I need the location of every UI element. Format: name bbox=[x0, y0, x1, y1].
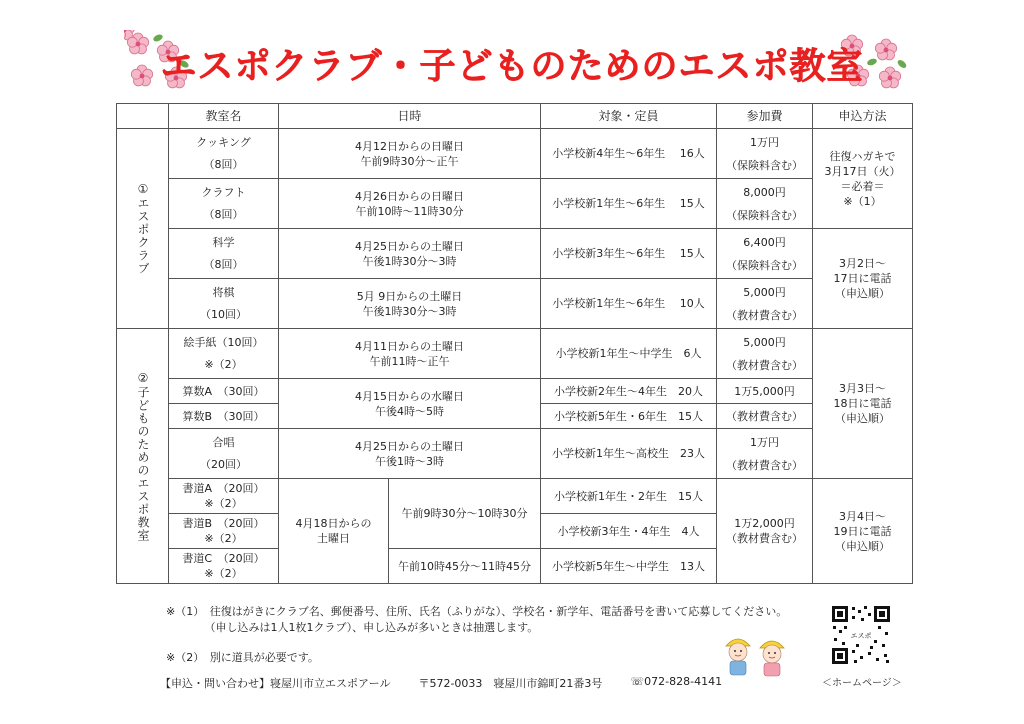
class-name-cell: 算数A （30回） bbox=[169, 379, 279, 404]
datetime-cell: 5月 9日からの土曜日 午後1時30分～3時 bbox=[279, 279, 541, 329]
table-row bbox=[117, 229, 913, 279]
target-cell: 小学校新4年生～6年生 16人 bbox=[541, 129, 717, 179]
children-illustration bbox=[718, 628, 794, 680]
datetime-cell: 4月25日からの土曜日 午後1時～3時 bbox=[279, 429, 541, 479]
datetime-cell: 4月15日からの水曜日 午後4時～5時 bbox=[279, 379, 541, 429]
header-class-name: 教室名 bbox=[169, 104, 279, 129]
target-cell: 小学校新1年生～6年生 10人 bbox=[541, 279, 717, 329]
fee-cell: （教材費含む） bbox=[717, 404, 813, 429]
footnote-2: ※（2） 別に道具が必要です。 bbox=[166, 651, 319, 664]
page-title: エスポクラブ・子どものためのエスポ教室 bbox=[160, 46, 864, 87]
header-datetime: 日時 bbox=[279, 104, 541, 129]
shodo-time-ab-cell: 午前9時30分～10時30分 bbox=[389, 479, 541, 549]
table-row bbox=[117, 329, 913, 379]
fee-cell: 1万2,000円 （教材費含む） bbox=[717, 479, 813, 584]
target-cell: 小学校新2年生～4年生 20人 bbox=[541, 379, 717, 404]
target-cell: 小学校新3年生～6年生 15人 bbox=[541, 229, 717, 279]
footnote-1: ※（1） 往復はがきにクラブ名、郵便番号、住所、氏名（ふりがな）、学校名・新学年、電話番号を書いて応募してください。 bbox=[166, 605, 788, 618]
header-target: 対象・定員 bbox=[541, 104, 717, 129]
class-name-cell: 書道A （20回） ※（2） bbox=[169, 479, 279, 514]
class-name-cell: 書道B （20回） ※（2） bbox=[169, 514, 279, 549]
target-cell: 小学校新3年生・4年生 4人 bbox=[541, 514, 717, 549]
fee-cell: 1万5,000円 bbox=[717, 379, 813, 404]
contact-label: 【申込・問い合わせ】寝屋川市立エスポアール bbox=[160, 677, 391, 690]
group-label-kids-class: ②子どものためのエスポ教室 bbox=[117, 329, 169, 584]
fee-cell: 1万円 （保険料含む） bbox=[717, 129, 813, 179]
apply-cell: 3月4日～ 19日に電話 （申込順） bbox=[813, 479, 913, 584]
footnotes bbox=[166, 604, 787, 666]
header-group bbox=[117, 104, 169, 129]
target-cell: 小学校新1年生～中学生 6人 bbox=[541, 329, 717, 379]
fee-cell: 5,000円 （教材費含む） bbox=[717, 329, 813, 379]
qr-code[interactable] bbox=[830, 604, 892, 666]
datetime-cell: 4月11日からの土曜日 午前11時～正午 bbox=[279, 329, 541, 379]
schedule-table bbox=[116, 103, 913, 584]
shodo-time-c-cell: 午前10時45分～11時45分 bbox=[389, 549, 541, 584]
class-name-cell: 書道C （20回） ※（2） bbox=[169, 549, 279, 584]
fee-cell: 6,400円 （保険料含む） bbox=[717, 229, 813, 279]
datetime-cell: 4月25日からの土曜日 午後1時30分～3時 bbox=[279, 229, 541, 279]
class-name-cell: クッキング （8回） bbox=[169, 129, 279, 179]
table-row bbox=[117, 179, 913, 229]
class-name-cell: クラフト （8回） bbox=[169, 179, 279, 229]
table-row bbox=[117, 379, 913, 404]
datetime-cell: 4月26日からの日曜日 午前10時～11時30分 bbox=[279, 179, 541, 229]
qr-center-text: エスポ bbox=[850, 632, 872, 640]
fee-cell: 1万円 （教材費含む） bbox=[717, 429, 813, 479]
datetime-cell: 4月12日からの日曜日 午前9時30分～正午 bbox=[279, 129, 541, 179]
target-cell: 小学校新1年生・2年生 15人 bbox=[541, 479, 717, 514]
fee-cell: 8,000円 （保険料含む） bbox=[717, 179, 813, 229]
qr-caption: ＜ホームページ＞ bbox=[822, 678, 902, 689]
apply-cell: 往復ハガキで 3月17日（火） ＝必着＝ ※（1） bbox=[813, 129, 913, 229]
class-name-cell: 絵手紙（10回） ※（2） bbox=[169, 329, 279, 379]
table-row bbox=[117, 279, 913, 329]
target-cell: 小学校新5年生～中学生 13人 bbox=[541, 549, 717, 584]
apply-cell: 3月2日～ 17日に電話 （申込順） bbox=[813, 229, 913, 329]
target-cell: 小学校新1年生～高校生 23人 bbox=[541, 429, 717, 479]
contact-address: 〒572-0033 寝屋川市錦町21番3号 bbox=[418, 677, 603, 690]
contact-phone[interactable]: ☏072-828-4141 bbox=[630, 675, 723, 688]
fee-cell: 5,000円 （教材費含む） bbox=[717, 279, 813, 329]
apply-cell: 3月3日～ 18日に電話 （申込順） bbox=[813, 329, 913, 479]
header-apply: 申込方法 bbox=[813, 104, 913, 129]
class-name-cell: 科学 （8回） bbox=[169, 229, 279, 279]
class-name-cell: 将棋 （10回） bbox=[169, 279, 279, 329]
table-row bbox=[117, 429, 913, 479]
table-row bbox=[117, 129, 913, 179]
class-name-cell: 算数B （30回） bbox=[169, 404, 279, 429]
target-cell: 小学校新5年生・6年生 15人 bbox=[541, 404, 717, 429]
footnote-1-continued: （申し込みは1人1枚1クラブ）、申し込みが多いときは抽選します。 bbox=[166, 621, 539, 634]
contact-info bbox=[160, 675, 722, 691]
target-cell: 小学校新1年生～6年生 15人 bbox=[541, 179, 717, 229]
table-row bbox=[117, 479, 913, 514]
table-header-row bbox=[117, 104, 913, 129]
group-label-espoclub: ①エスポクラブ bbox=[117, 129, 169, 329]
class-name-cell: 合唱 （20回） bbox=[169, 429, 279, 479]
header-fee: 参加費 bbox=[717, 104, 813, 129]
shodo-date-cell: 4月18日からの 土曜日 bbox=[279, 479, 389, 584]
